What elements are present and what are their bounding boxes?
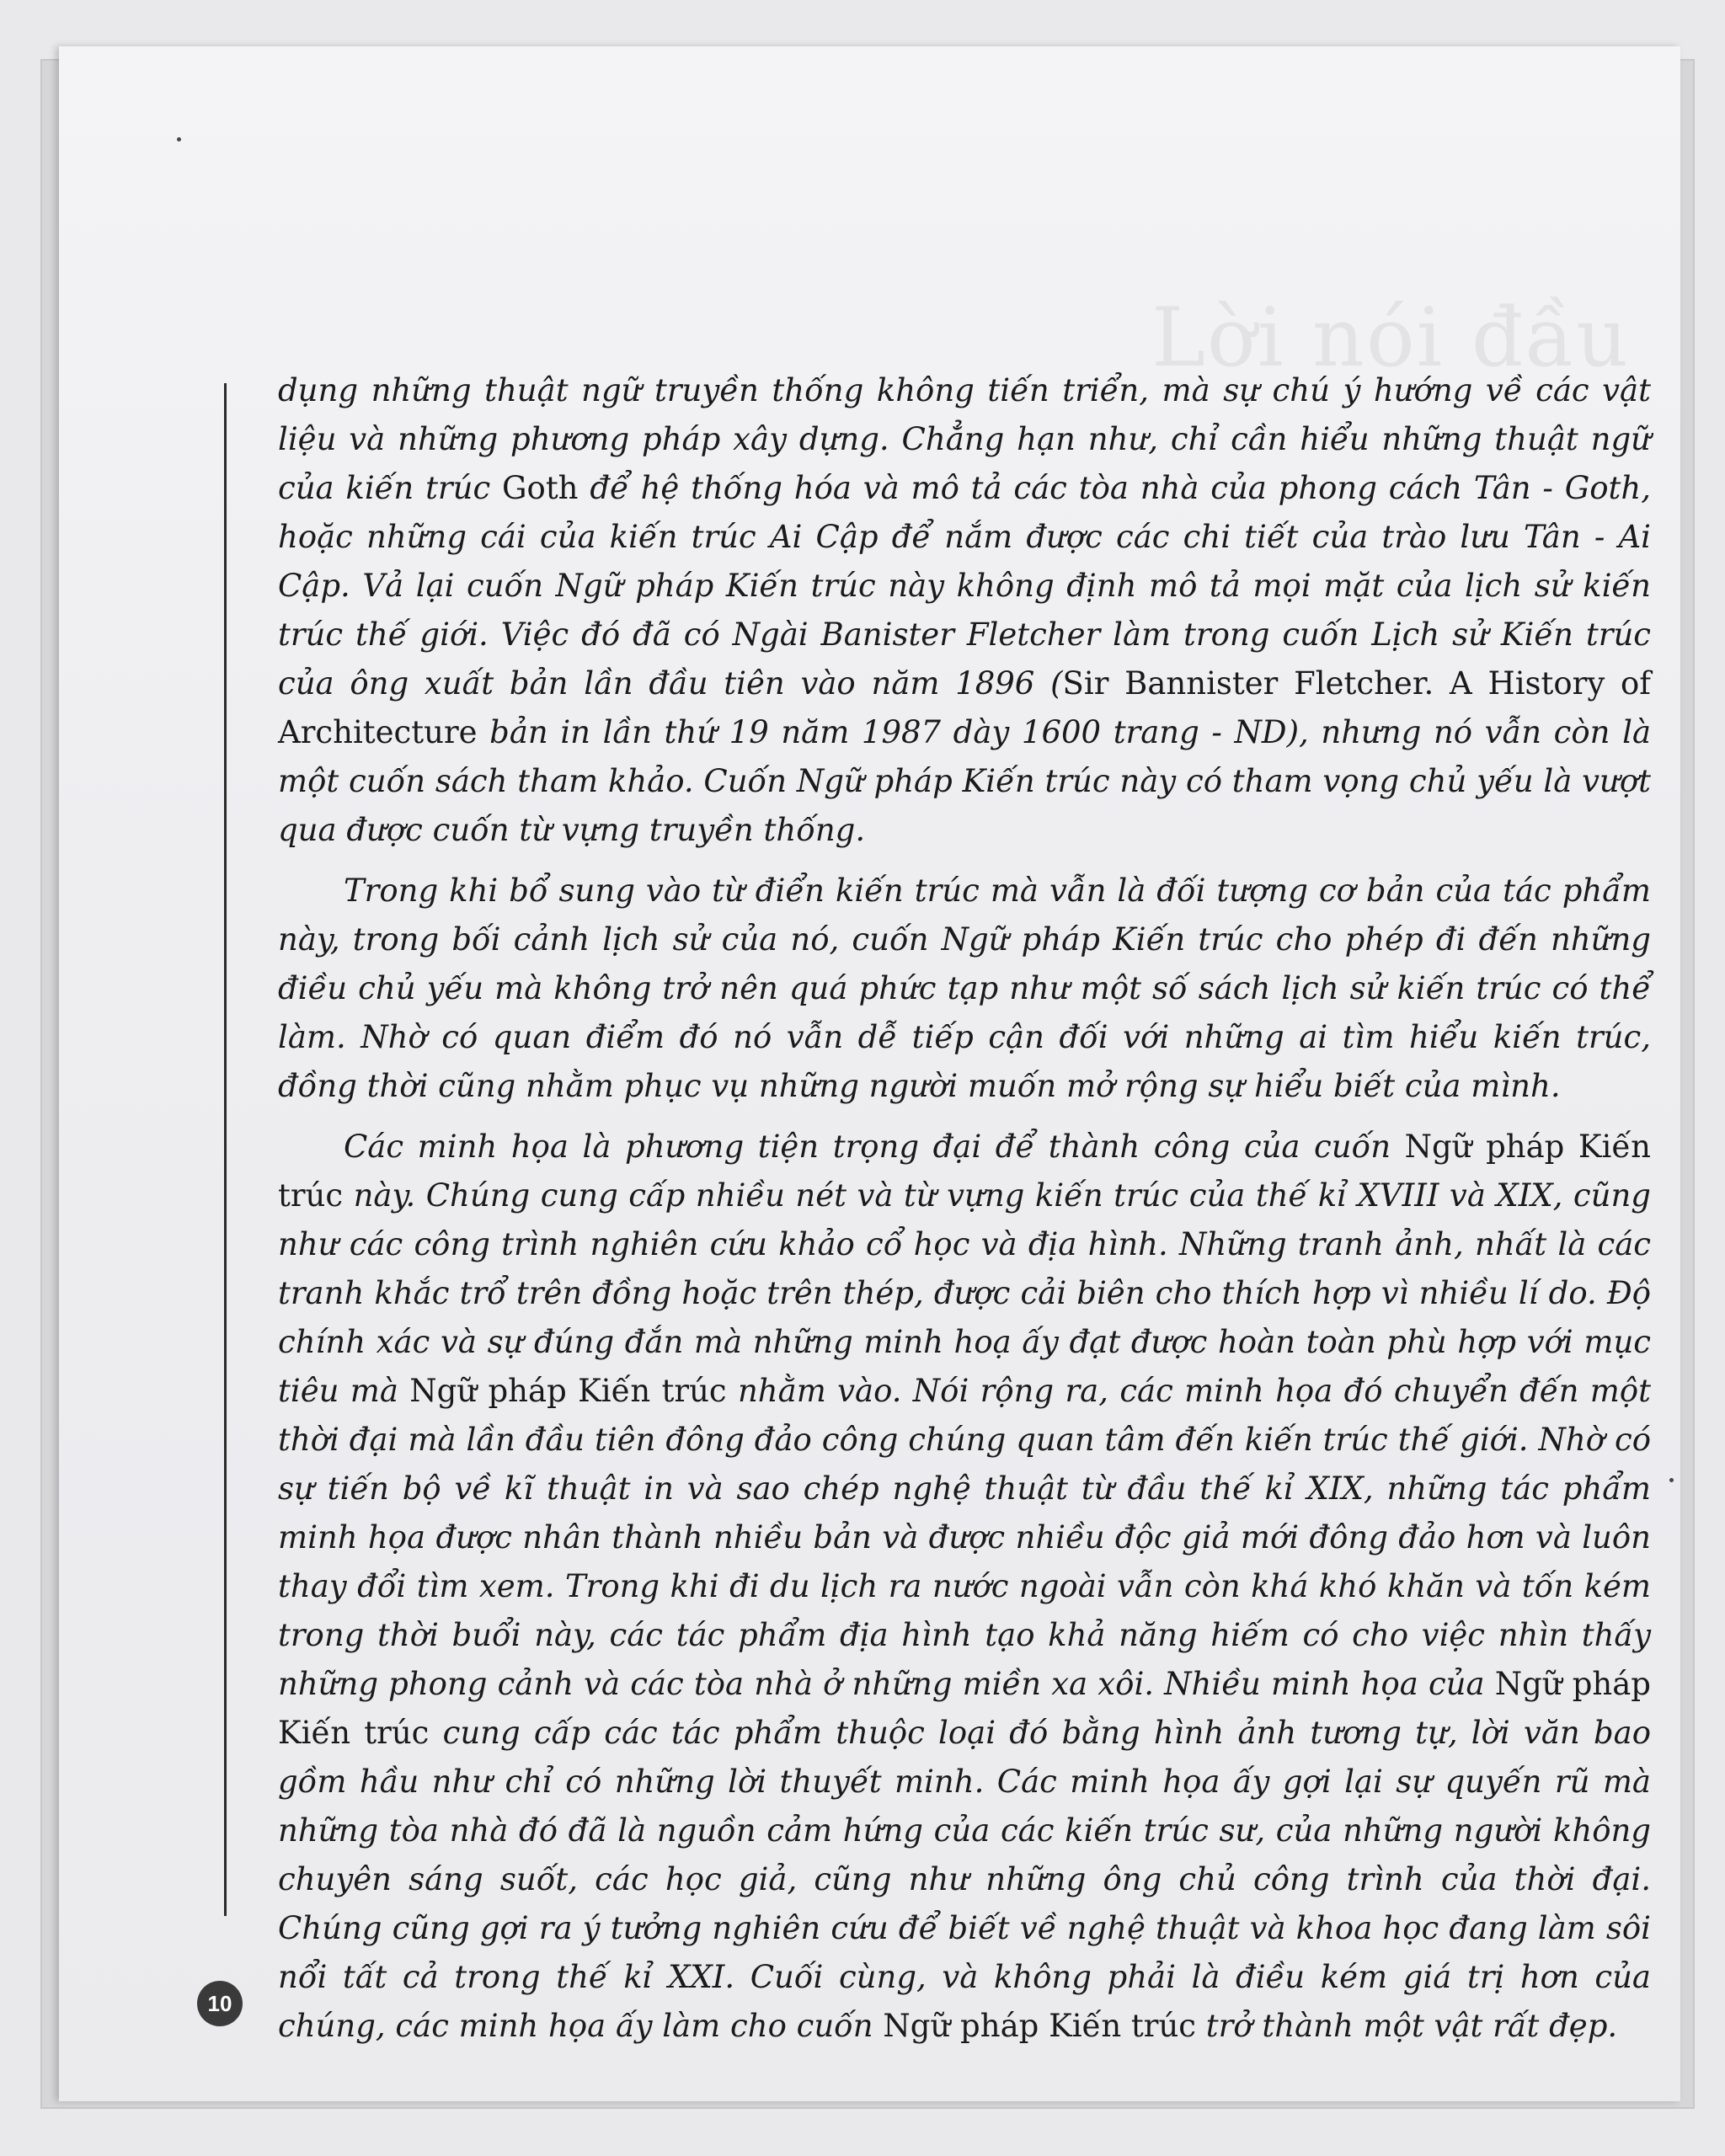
upright-text-run: Ngữ pháp Kiến trúc [278,1129,1651,1214]
paragraph [278,867,1651,1111]
text-run: dụng những thuật ngữ truyền thống không tiến triển, mà sự chú ý hướng về các vật liệu và những phương pháp xây dựng. Chẳng hạn như, chỉ cần hiểu những thuật ngữ của kiến trúc [278,372,1651,506]
body-text [278,366,1651,2063]
text-run: này. Chúng cung cấp nhiều nét và từ vựng kiến trúc của thế kỉ XVIII và XIX, cũng như các công trình nghiên cứu khảo cổ học và địa hình. Những tranh ảnh, nhất là các tranh khắc trổ trên đồng hoặc trên thép, được cải biên cho thích hợp vì nhiều lí do. Độ chính xác và sự đúng đắn mà những minh hoạ ấy đạt được hoàn toàn phù hợp với mục tiêu mà [278,1177,1651,1409]
text-run: nhằm vào. Nói rộng ra, các minh họa đó chuyển đến một thời đại mà lần đầu tiên đông đảo công chúng quan tâm đến kiến trúc thế giới. Nhờ có sự tiến bộ về kĩ thuật in và sao chép nghệ thuật từ đầu thế kỉ XIX, những tác phẩm minh họa được nhân thành nhiều bản và được nhiều độc giả mới đông đảo hơn và luôn thay đổi tìm xem. Trong khi đi du lịch ra nước ngoài vẫn còn khá khó khăn và tốn kém trong thời buổi này, các tác phẩm địa hình tạo khả năng hiếm có cho việc nhìn thấy những phong cảnh và các tòa nhà ở những miền xa xôi. Nhiều minh họa của [278,1373,1651,1702]
upright-text-run: Goth [501,470,579,506]
upright-text-run: Ngữ pháp Kiến trúc [883,2008,1197,2044]
bleed-through-heading: Lời nói đầu [1151,291,1630,385]
upright-text-run: Ngữ pháp Kiến trúc [409,1373,727,1409]
left-margin-rule [224,383,227,1916]
text-run: cung cấp các tác phẩm thuộc loại đó bằng hình ảnh tương tự, lời văn bao gồm hầu như chỉ có những lời thuyết minh. Các minh họa ấy gợi lại sự quyến rũ mà những tòa nhà đó đã là nguồn cảm hứng của các kiến trúc sư, của những người không chuyên sáng suốt, các học giả, cũng như những ông chủ công trình của thời đại. Chúng cũng gợi ra ý tưởng nghiên cứu để biết về nghệ thuật và khoa học đang làm sôi nổi tất cả trong thế kỉ XXI. Cuối cùng, và không phải là điều kém giá trị hơn của chúng, các minh họa ấy làm cho cuốn [278,1715,1652,2044]
page-number-badge: 10 [197,1981,243,2026]
upright-text-run: Sir Bannister Fletcher. A History of Architecture [278,665,1651,750]
text-run: để hệ thống hóa và mô tả các tòa nhà của phong cách Tân - Goth, hoặc những cái của kiến trúc Ai Cập để nắm được các chi tiết của trào lưu Tân - Ai Cập. Vả lại cuốn Ngữ pháp Kiến trúc này không định mô tả mọi mặt của lịch sử kiến trúc thế giới. Việc đó đã có Ngài Banister Fletcher làm trong cuốn Lịch sử Kiến trúc của ông xuất bản lần đầu tiên vào năm 1896 ( [278,470,1651,702]
speck [177,137,181,141]
text-run: Trong khi bổ sung vào từ điển kiến trúc mà vẫn là đối tượng cơ bản của tác phẩm này, trong bối cảnh lịch sử của nó, cuốn Ngữ pháp Kiến trúc cho phép đi đến những điều chủ yếu mà không trở nên quá phức tạp như một số sách lịch sử kiến trúc có thể làm. Nhờ có quan điểm đó nó vẫn dễ tiếp cận đối với những ai tìm hiểu kiến trúc, đồng thời cũng nhằm phục vụ những người muốn mở rộng sự hiểu biết của mình. [278,873,1651,1104]
speck [1669,1478,1674,1482]
text-run: Các minh họa là phương tiện trọng đại để thành công của cuốn [344,1129,1405,1165]
text-run: trở thành một vật rất đẹp. [1196,2008,1618,2044]
paragraph [278,366,1651,855]
upright-text-run: Ngữ pháp Kiến trúc [278,1666,1651,1751]
text-run: bản in lần thứ 19 năm 1987 dày 1600 trang - ND), nhưng nó vẫn còn là một cuốn sách tham khảo. Cuốn Ngữ pháp Kiến trúc này có tham vọng chủ yếu là vượt qua được cuốn từ vựng truyền thống. [278,714,1651,848]
paragraph [278,1123,1651,2051]
